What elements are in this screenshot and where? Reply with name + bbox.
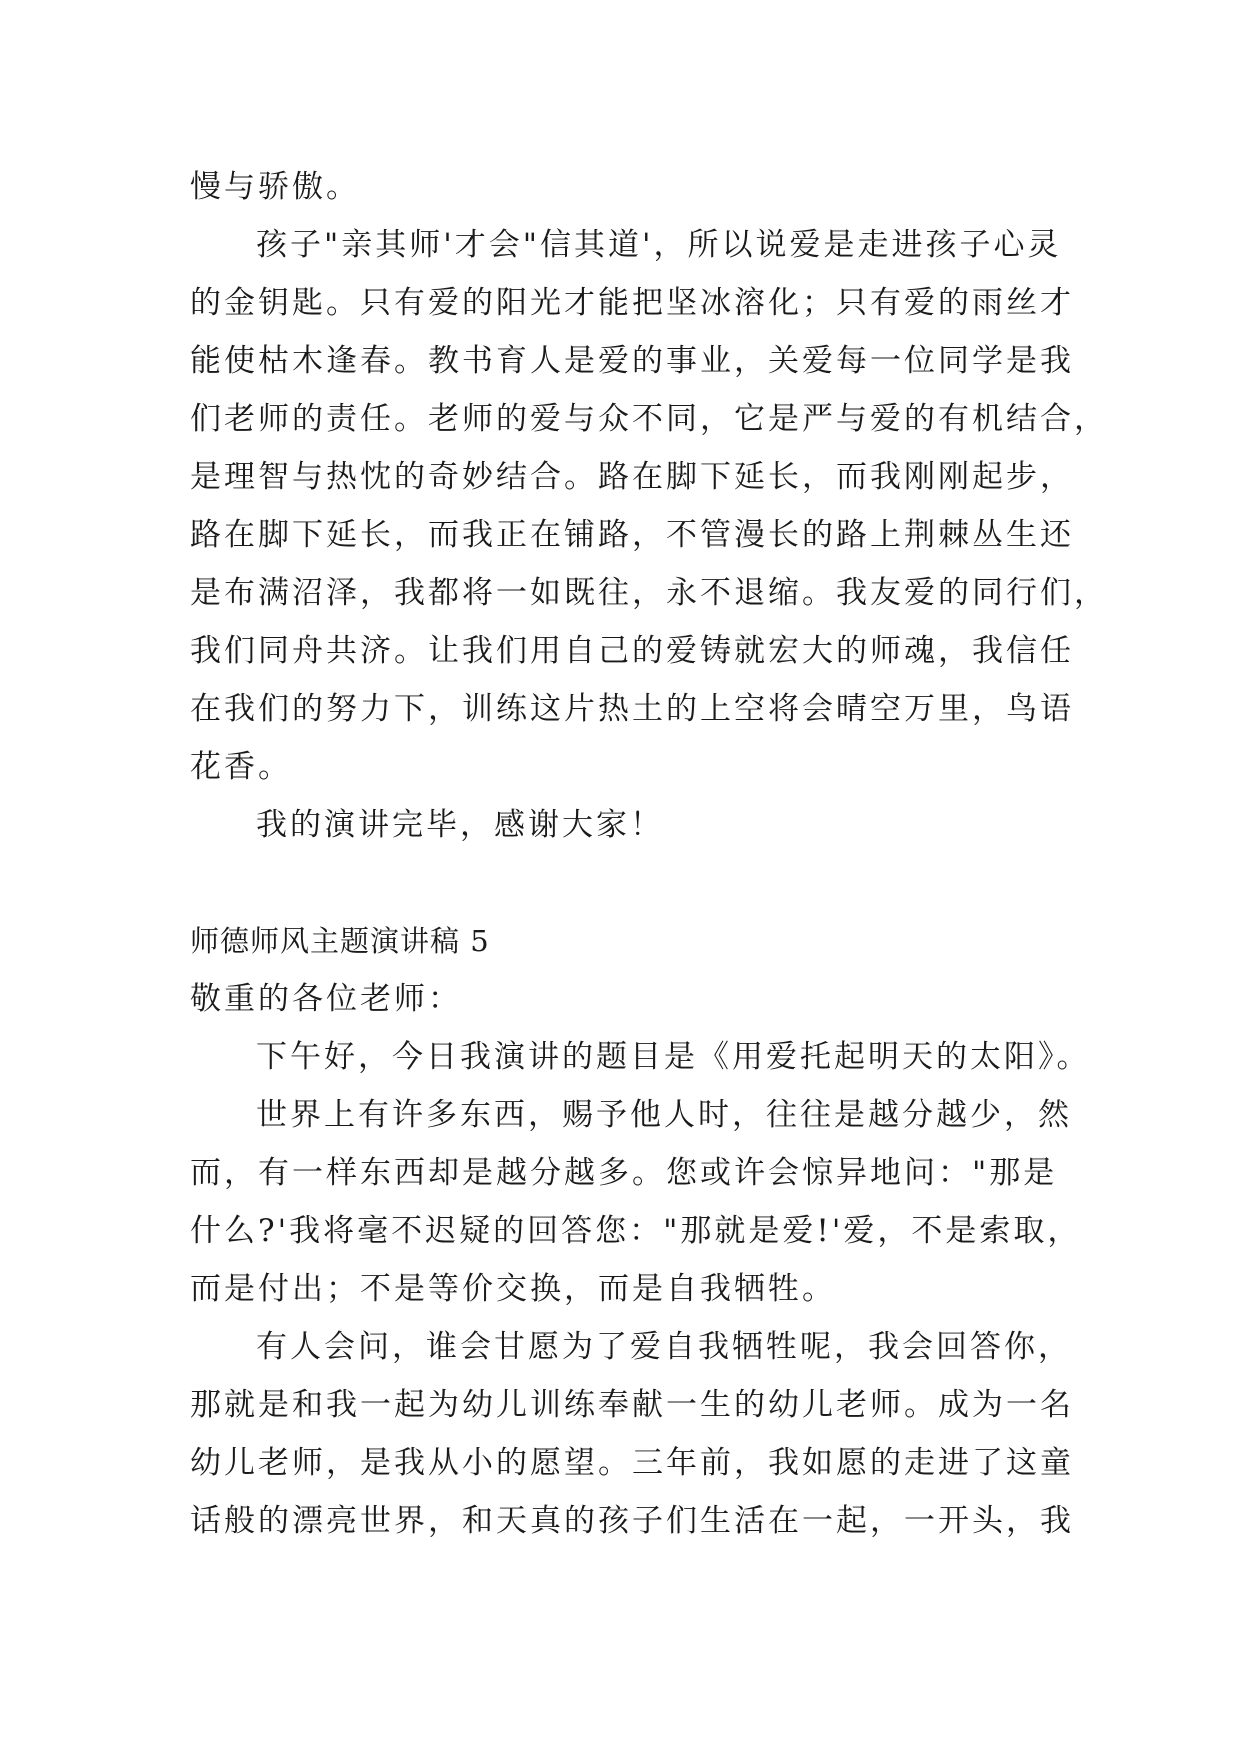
paragraph-line: 在我们的努力下，训练这片热土的上空将会晴空万里，鸟语	[190, 691, 1074, 727]
salutation: 敬重的各位老师：	[190, 981, 462, 1017]
paragraph-line: 话般的漂亮世界，和天真的孩子们生活在一起，一开头，我	[190, 1503, 1074, 1539]
paragraph-line: 们老师的责任。老师的爱与众不同，它是严与爱的有机结合，	[190, 401, 1108, 437]
section-title: 师德师风主题演讲稿 5	[190, 924, 490, 958]
paragraph-line: 的金钥匙。只有爱的阳光才能把坚冰溶化；只有爱的雨丝才	[190, 285, 1074, 321]
paragraph-line: 路在脚下延长，而我正在铺路，不管漫长的路上荆棘丛生还	[190, 517, 1074, 553]
paragraph-line: 是布满沼泽，我都将一如既往，永不退缩。我友爱的同行们，	[190, 575, 1108, 611]
closing-line: 我的演讲完毕，感谢大家！	[256, 807, 664, 843]
paragraph-line: 而是付出；不是等价交换，而是自我牺牲。	[190, 1271, 836, 1307]
paragraph-line: 有人会问，谁会甘愿为了爱自我牺牲呢，我会回答你，	[256, 1329, 1072, 1365]
document-body	[190, 158, 1108, 1550]
paragraph-line: 花香。	[190, 749, 292, 785]
paragraph-line: 幼儿老师，是我从小的愿望。三年前，我如愿的走进了这童	[190, 1445, 1074, 1481]
paragraph-line: 是理智与热忱的奇妙结合。路在脚下延长，而我刚刚起步，	[190, 459, 1074, 495]
section-gap	[190, 854, 1070, 912]
greeting-line: 下午好，今日我演讲的题目是《用爱托起明天的太阳》。	[256, 1039, 1091, 1075]
paragraph-line: 我们同舟共济。让我们用自己的爱铸就宏大的师魂，我信任	[190, 633, 1074, 669]
paragraph-line: 而，有一样东西却是越分越多。您或许会惊异地问："那是	[190, 1155, 1058, 1191]
paragraph-line: 慢与骄傲。	[190, 169, 360, 205]
paragraph-line: 能使枯木逢春。教书育人是爱的事业，关爱每一位同学是我	[190, 343, 1074, 379]
paragraph-line: 世界上有许多东西，赐予他人时，往往是越分越少，然	[256, 1097, 1072, 1133]
paragraph-line: 什么?'我将毫不迟疑的回答您："那就是爱!'爱，不是索取，	[190, 1213, 1082, 1249]
paragraph-line: 那就是和我一起为幼儿训练奉献一生的幼儿老师。成为一名	[190, 1387, 1074, 1423]
paragraph-line: 孩子"亲其师'才会"信其道'，所以说爱是走进孩子心灵	[256, 227, 1062, 263]
